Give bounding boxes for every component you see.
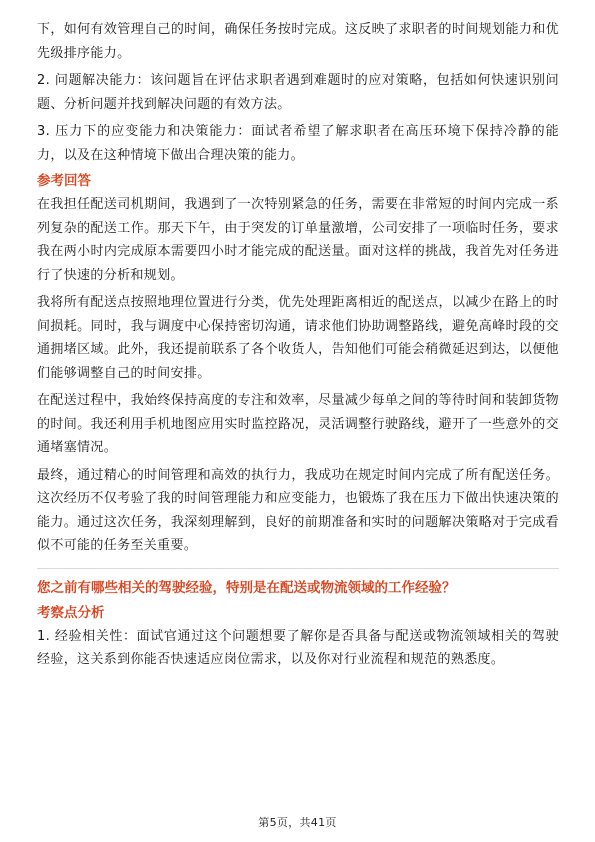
- reference-answer-heading: 参考回答: [37, 173, 91, 189]
- analysis-point-2: 2. 问题解决能力：该问题旨在评估求职者遇到难题时的应对策略，包括如何快速识别问题、分析问题并找到解决问题的有效方法。: [37, 73, 559, 112]
- answer-paragraph: 最终，通过精心的时间管理和高效的执行力，我成功在规定时间内完成了所有配送任务。这次经历不仅考验了我的时间管理能力和应变能力，也锻炼了我在压力下做出快速决策的能力。通过这次任务，我深刻理解到，良好的前期准备和实时的问题解决策略对于完成看似不可能的任务至关重要。: [37, 467, 559, 553]
- section-divider: [37, 568, 559, 569]
- question-title: 您之前有哪些相关的驾驶经验，特别是在配送或物流领域的工作经验？: [37, 579, 456, 596]
- analysis-point-1: 1. 经验相关性：面试官通过这个问题想要了解你是否具备与配送或物流领域相关的驾驶经验，这关系到你能否快速适应岗位需求，以及你对行业流程和规范的熟悉度。: [37, 628, 559, 667]
- page-number: 第5页，共41页: [258, 816, 337, 829]
- answer-paragraph: 在配送过程中，我始终保持高度的专注和效率，尽量减少每单之间的等待时间和装卸货物的时间。我还利用手机地图应用实时监控路况，灵活调整行驶路线，避开了一些意外的交通堵塞情况。: [37, 393, 559, 455]
- page-content: [37, 18, 559, 672]
- continuation-text: 下，如何有效管理自己的时间，确保任务按时完成。这反映了求职者的时间规划能力和优先级排序能力。: [37, 22, 559, 61]
- analysis-heading: 考察点分析: [37, 604, 105, 621]
- answer-paragraph: 在我担任配送司机期间，我遇到了一次特别紧急的任务，需要在非常短的时间内完成一系列复杂的配送工作。那天下午，由于突发的订单量激增，公司安排了一项临时任务，要求我在两小时内完成原本需要四小时才能完成的配送量。面对这样的挑战，我首先对任务进行了快速的分析和规划。: [37, 197, 559, 283]
- analysis-point-3: 3. 压力下的应变能力和决策能力：面试者希望了解求职者在高压环境下保持冷静的能力，以及在这种情境下做出合理决策的能力。: [37, 124, 559, 163]
- answer-paragraph: 我将所有配送点按照地理位置进行分类，优先处理距离相近的配送点，以减少在路上的时间损耗。同时，我与调度中心保持密切沟通，请求他们协助调整路线，避免高峰时段的交通拥堵区域。此外，我还提前联系了各个收货人，告知他们可能会稍微延迟到达，以便他们能够调整自己的时间安排。: [37, 295, 559, 381]
